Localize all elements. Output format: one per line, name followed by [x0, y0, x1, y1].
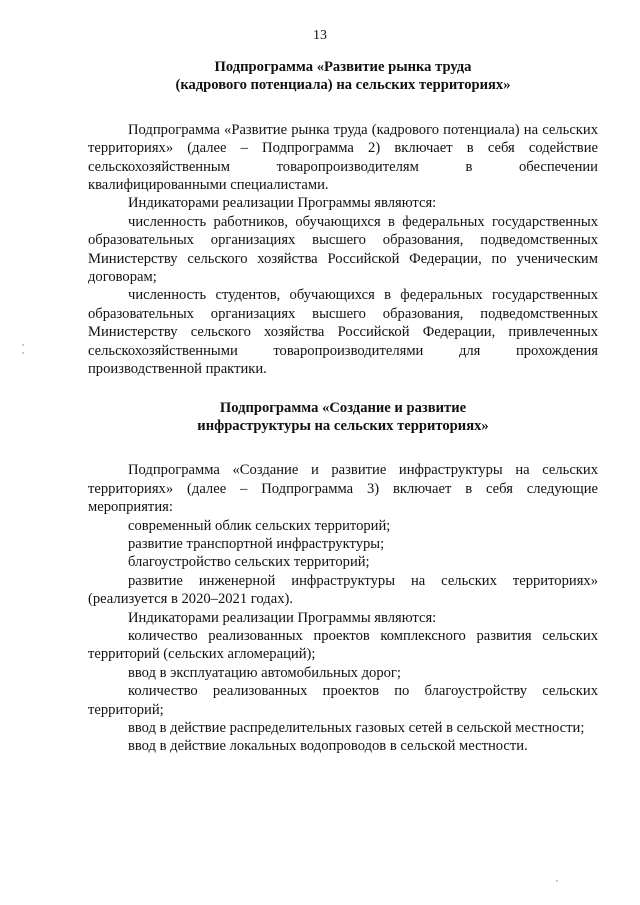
scan-speck — [556, 880, 558, 882]
section-1-title-line-2: (кадрового потенциала) на сельских территориях» — [175, 77, 511, 94]
section-2-paragraph: развитие инженерной инфраструктуры на сельских территориях» (реализуется в 2020–2021 годах). — [88, 572, 598, 608]
scan-speck — [22, 344, 24, 346]
page-number: 13 — [313, 28, 327, 43]
section-2-paragraph: количество реализованных проектов комплексного развития сельских территорий (сельских агломераций); — [88, 627, 598, 663]
section-2-title-line-1: Подпрограмма «Создание и развитие — [219, 399, 467, 416]
section-2-paragraph: современный облик сельских территорий; — [128, 517, 391, 534]
section-2-title-line-2: инфраструктуры на сельских территориях» — [197, 417, 489, 434]
section-2-paragraph: ввод в действие локальных водопроводов в сельской местности. — [128, 738, 528, 755]
section-2-paragraph: ввод в действие распределительных газовых сетей в сельской местности; — [128, 720, 585, 736]
scan-speck — [22, 352, 24, 354]
section-1-paragraph: Индикаторами реализации Программы являются: — [128, 195, 437, 212]
section-1-paragraph: Подпрограмма «Развитие рынка труда (кадрового потенциала) на сельских территориях» (далее – Подпрограмма 2) включает в себя содействие сельскохозяйственным товаропроизводителям в обеспечении квалифицированными специалистами. — [88, 121, 598, 194]
section-1-paragraph: численность работников, обучающихся в федеральных государственных образовательных организациях высшего образования, подведомственных Министерству сельского хозяйства Российской Федерации, по ученическим договорам; — [88, 213, 598, 286]
section-1-heading — [88, 58, 598, 95]
section-2-heading — [88, 399, 598, 436]
section-1-paragraph: численность студентов, обучающихся в федеральных государственных образовательных организациях высшего образования, подведомственных Министерству сельского хозяйства Российской Федерации, привлеченных сельскохозяйственными товаропроизводителями для прохождения производственной практики. — [88, 287, 598, 378]
section-2-paragraph: ввод в эксплуатацию автомобильных дорог; — [128, 664, 401, 681]
section-2-paragraph: количество реализованных проектов по благоустройству сельских территорий; — [88, 683, 598, 718]
section-2-paragraph: Индикаторами реализации Программы являются: — [128, 609, 437, 626]
section-2-paragraph: развитие транспортной инфраструктуры; — [128, 535, 385, 552]
section-1-title-line-1: Подпрограмма «Развитие рынка труда — [214, 59, 472, 75]
section-2-paragraph: Подпрограмма «Создание и развитие инфраструктуры на сельских территориях» (далее – Подпрограмма 3) включает в себя следующие мероприятия: — [88, 462, 598, 516]
section-2-paragraph: благоустройство сельских территорий; — [128, 554, 370, 571]
document-body — [88, 58, 598, 756]
